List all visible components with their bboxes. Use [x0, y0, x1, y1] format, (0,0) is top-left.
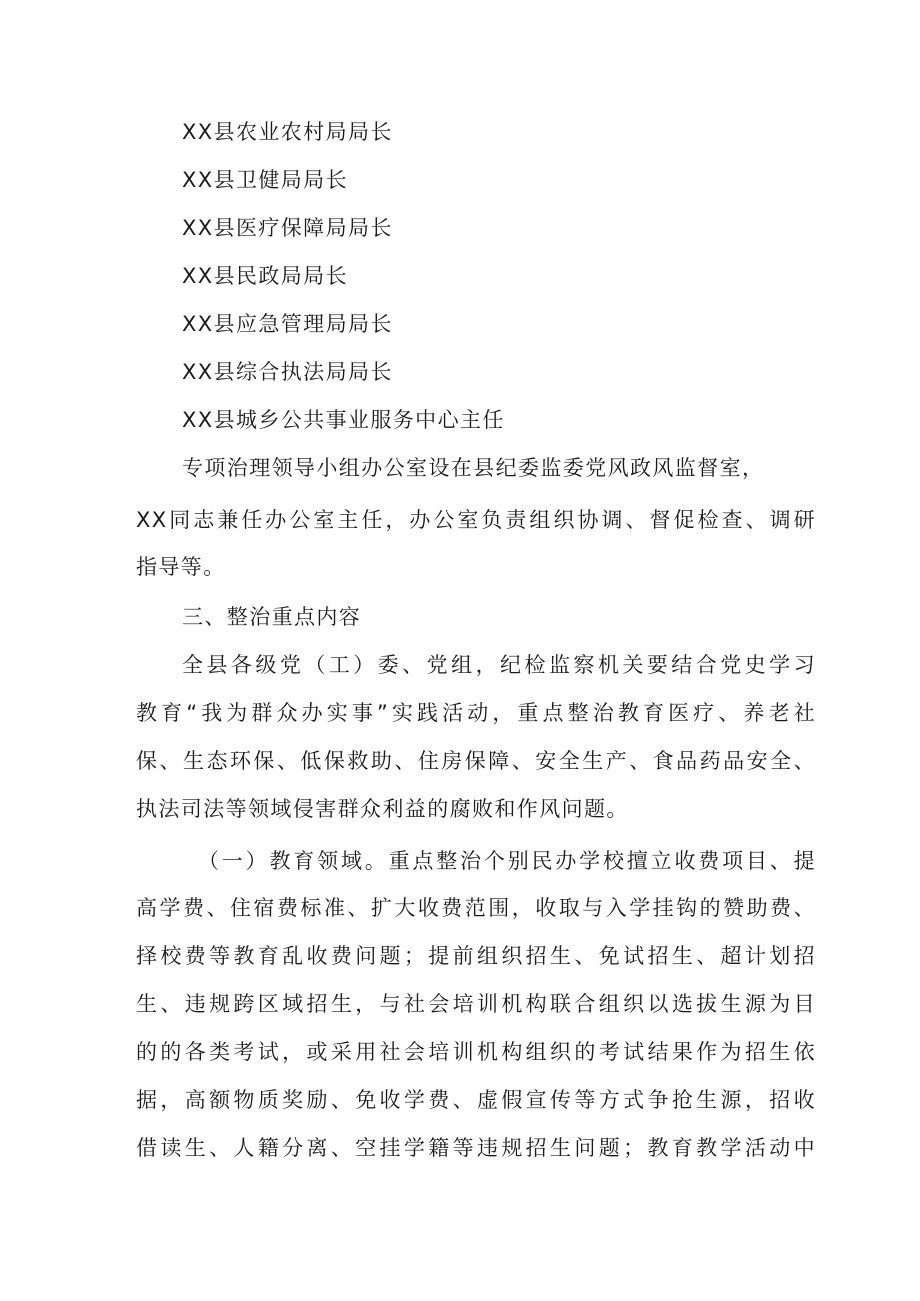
paragraph-line: 据，高额物质奖励、免收学费、虚假宣传等方式争抢生源，招收	[136, 1088, 816, 1112]
paragraph-line: 的的各类考试，或采用社会培训机构组织的考试结果作为招生依	[136, 1040, 816, 1064]
paragraph-line: （一）教育领域。重点整治个别民办学校擅立收费项目、提	[198, 849, 816, 873]
paragraph-line: 择校费等教育乱收费问题；提前组织招生、免试招生、超计划招	[136, 944, 816, 968]
paragraph-line: 指导等。	[136, 555, 226, 579]
section-heading: 三、整治重点内容	[182, 605, 362, 629]
paragraph-line: 教育“我为群众办实事”实践活动，重点整治教育医疗、养老社	[136, 701, 816, 725]
member-item: XX县卫健局局长	[182, 168, 348, 192]
member-item: XX县民政局局长	[182, 264, 348, 288]
member-item: XX县医疗保障局局长	[182, 216, 393, 240]
member-item: XX县应急管理局局长	[182, 312, 393, 336]
paragraph-line: 专项治理领导小组办公室设在县纪委监委党风政风监督室，	[182, 456, 765, 480]
paragraph-line: 高学费、住宿费标准、扩大收费范围，收取与入学挂钩的赞助费、	[136, 896, 816, 920]
paragraph-line: 借读生、人籍分离、空挂学籍等违规招生问题；教育教学活动中	[136, 1136, 816, 1160]
member-item: XX县综合执法局局长	[182, 360, 393, 384]
paragraph-line: 生、违规跨区域招生，与社会培训机构联合组织以选拔生源为目	[136, 992, 816, 1016]
member-item: XX县城乡公共事业服务中心主任	[182, 408, 505, 432]
paragraph-line: XX同志兼任办公室主任，办公室负责组织协调、督促检查、调研	[136, 508, 816, 532]
paragraph-line: 保、生态环保、低保救助、住房保障、安全生产、食品药品安全、	[136, 749, 816, 773]
member-item: XX县农业农村局局长	[182, 120, 393, 144]
paragraph-line: 执法司法等领域侵害群众利益的腐败和作风问题。	[136, 797, 629, 821]
paragraph-line: 全县各级党（工）委、党组，纪检监察机关要结合党史学习	[182, 653, 816, 677]
